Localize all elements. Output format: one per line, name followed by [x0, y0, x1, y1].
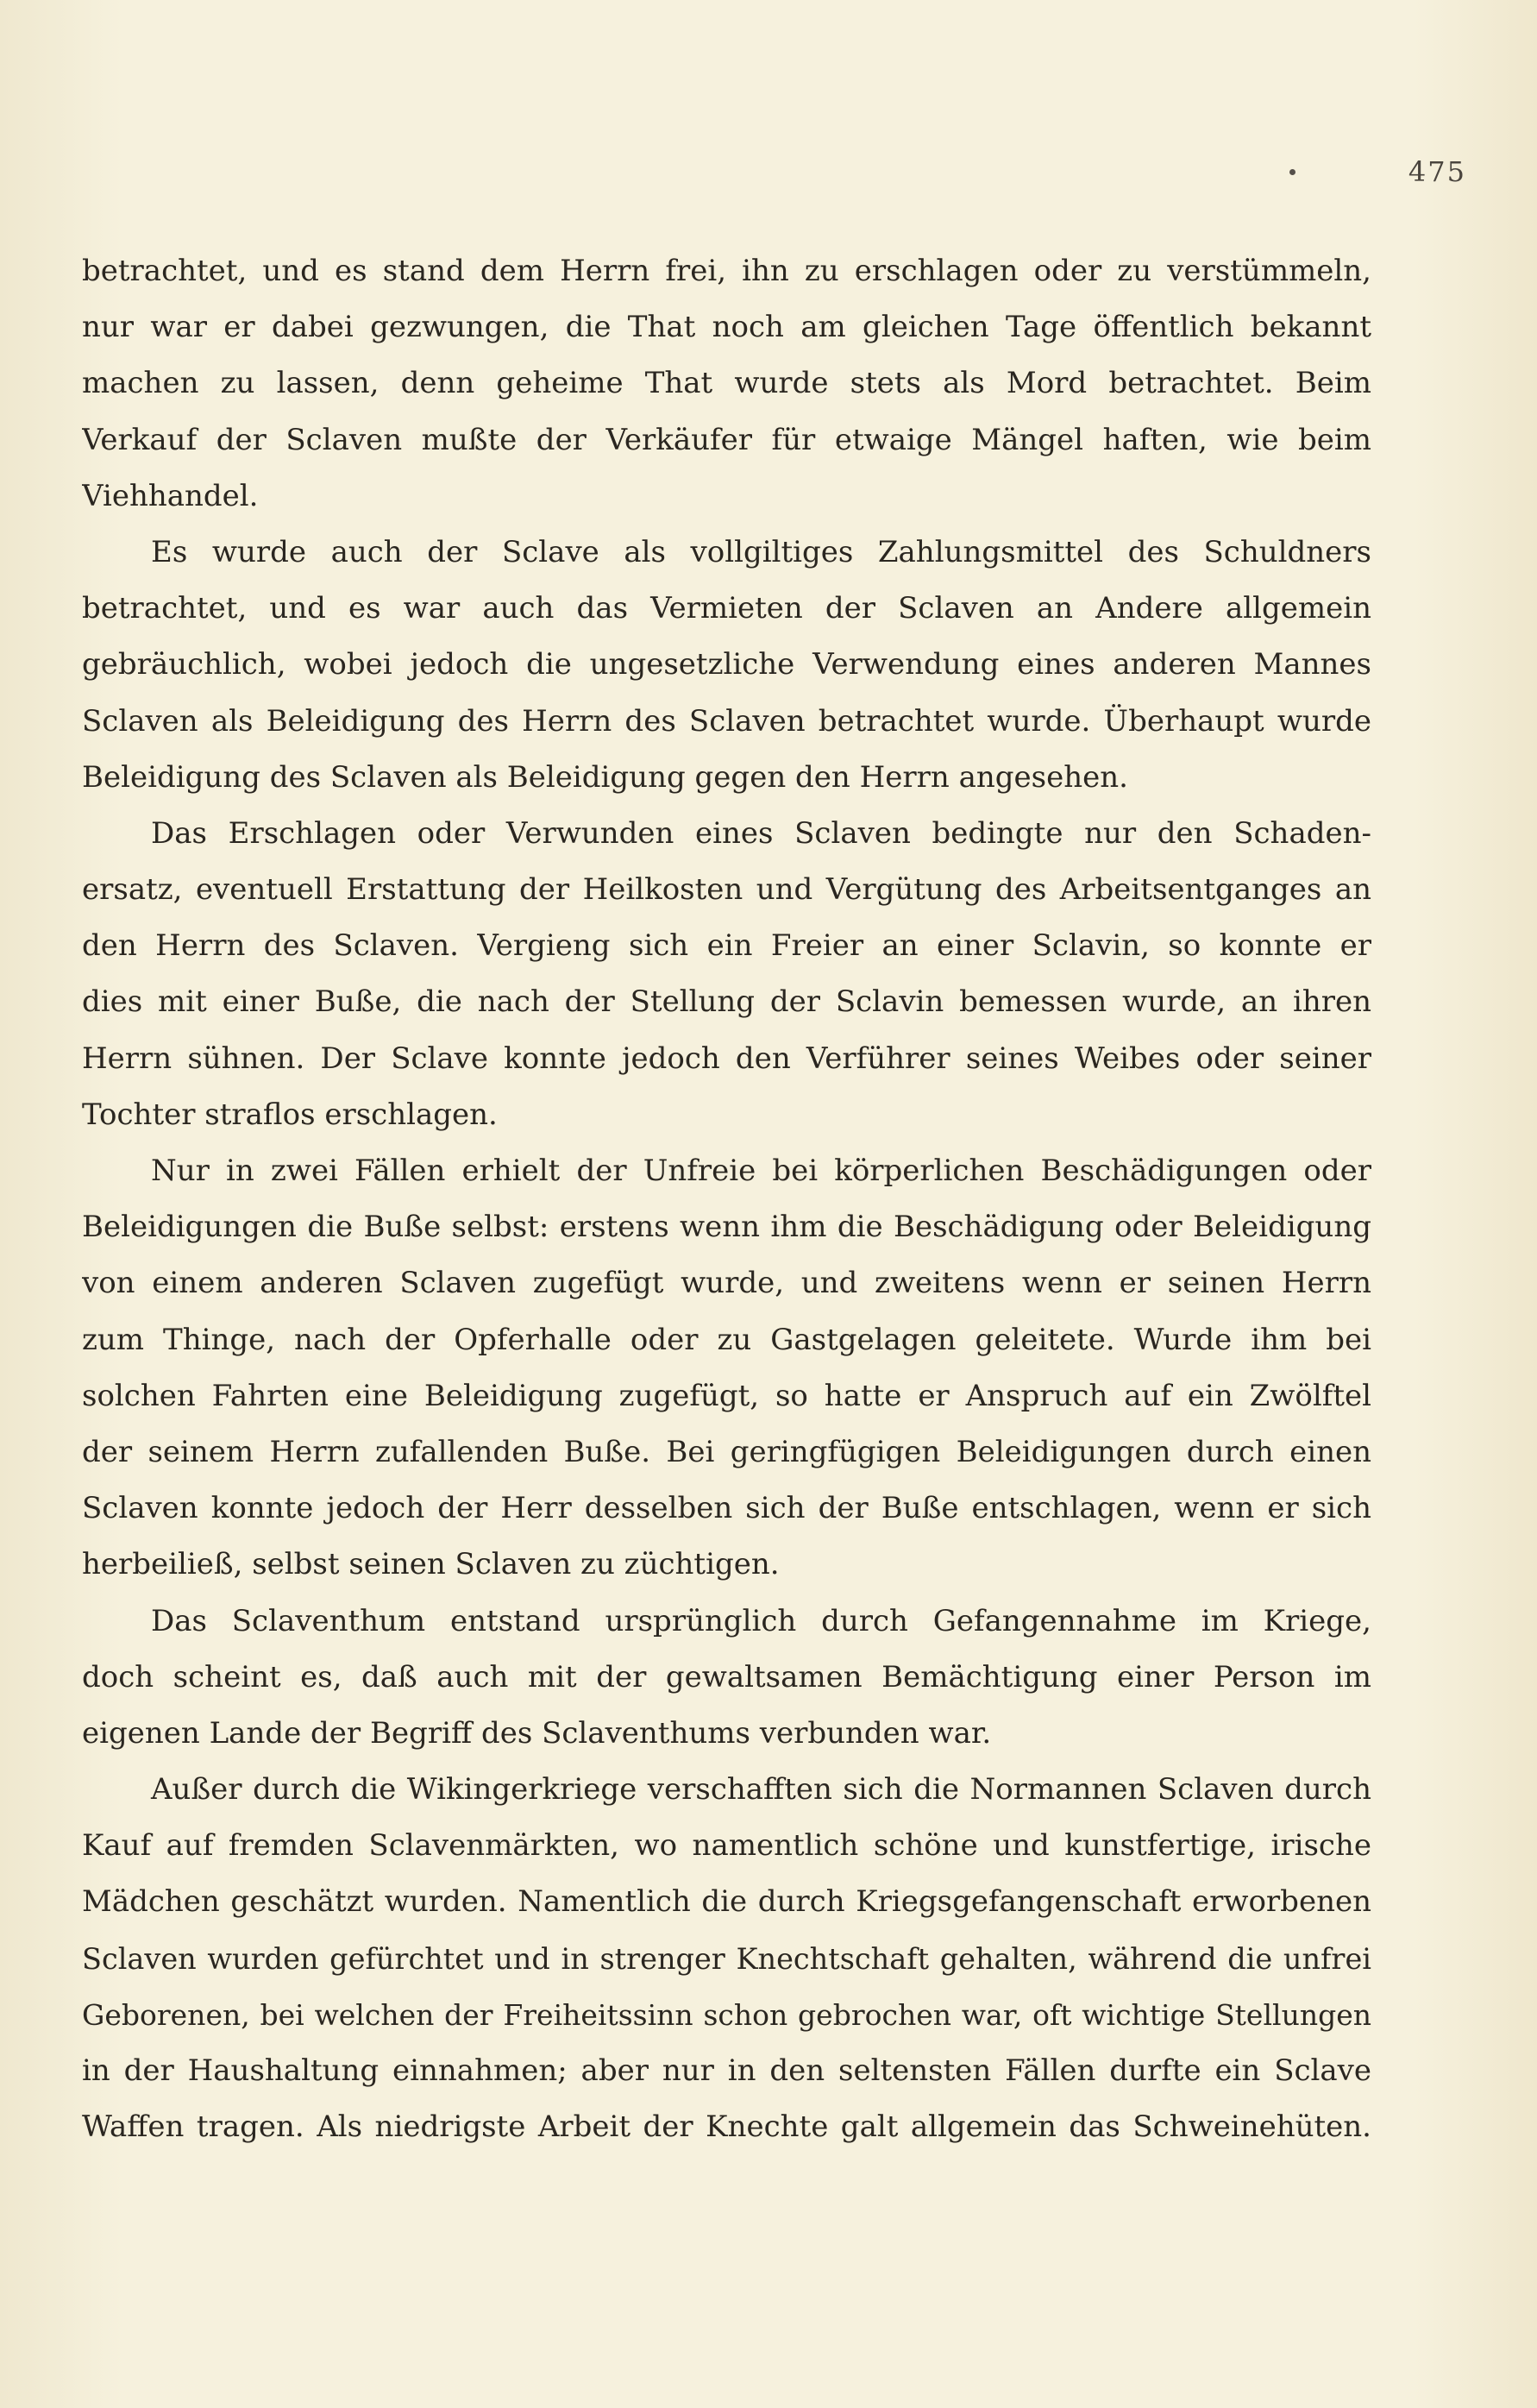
- paragraph-2: [82, 525, 1371, 806]
- text-line: Es wurde auch der Sclave als vollgiltiges Zahlungsmittel des Schuldners: [151, 534, 1371, 569]
- text-line: betrachtet, und es stand dem Herrn frei, ihn zu erschlagen oder zu verstümmeln,: [82, 254, 1371, 288]
- text-line: Beleidigungen die Buße selbst: erstens wenn ihm die Beschädigung oder Beleidigung: [82, 1210, 1371, 1245]
- text-line: betrachtet, und es war auch das Vermieten der Sclaven an Andere allgemein: [82, 591, 1371, 626]
- paragraph-6: [82, 1762, 1371, 2155]
- text-line: Verkauf der Sclaven mußte der Verkäufer für etwaige Mängel haften, wie beim: [82, 422, 1371, 457]
- text-line: Geborenen, bei welchen der Freiheitssinn schon gebrochen war, oft wichtige Stellungen: [82, 1997, 1371, 2032]
- text-line: Sclaven konnte jedoch der Herr desselben sich der Buße entschlagen, wenn er sich: [82, 1491, 1371, 1526]
- body-text: [82, 243, 1371, 2155]
- text-line: solchen Fahrten eine Beleidigung zugefügt, so hatte er Anspruch auf ein Zwölftel: [82, 1378, 1371, 1413]
- text-line: ersatz, eventuell Erstattung der Heilkosten und Vergütung des Arbeitsentganges an: [82, 872, 1371, 908]
- text-line: Das Erschlagen oder Verwunden eines Sclaven bedingte nur den Schaden-: [151, 815, 1371, 851]
- text-line: Viehhandel.: [82, 478, 259, 513]
- text-line: zum Thinge, nach der Opferhalle oder zu Gastgelagen geleitete. Wurde ihm bei: [82, 1322, 1371, 1357]
- paragraph-4: [82, 1143, 1371, 1594]
- text-line: in der Haushaltung einnahmen; aber nur in den seltensten Fällen durfte ein Sclave: [82, 2053, 1371, 2088]
- text-line: nur war er dabei gezwungen, die That noch am gleichen Tage öffentlich bekannt: [82, 310, 1371, 345]
- text-line: Das Sclaventhum entstand ursprünglich durch Gefangennahme im Kriege,: [151, 1603, 1371, 1638]
- text-line: herbeiließ, selbst seinen Sclaven zu züchtigen.: [82, 1547, 780, 1582]
- text-line: Sclaven wurden gefürchtet und in strenger Knechtschaft gehalten, während die unfrei: [82, 1941, 1371, 1976]
- text-line: doch scheint es, daß auch mit der gewaltsamen Bemächtigung einer Person im: [82, 1659, 1371, 1694]
- text-line: den Herrn des Sclaven. Vergieng sich ein Freier an einer Sclavin, so konnte er: [82, 928, 1371, 964]
- text-line: Beleidigung des Sclaven als Beleidigung gegen den Herrn angesehen.: [82, 759, 1128, 795]
- text-line: Kauf auf fremden Sclavenmärkten, wo namentlich schöne und kunstfertige, irische: [82, 1828, 1371, 1864]
- text-line: machen zu lassen, denn geheime That wurde stets als Mord betrachtet. Beim: [82, 366, 1371, 401]
- paragraph-5: [82, 1594, 1371, 1763]
- text-line: Waffen tragen. Als niedrigste Arbeit der Knechte galt allgemein das Schweinehüten.: [82, 2109, 1371, 2145]
- paragraph-3: [82, 806, 1371, 1143]
- text-line: gebräuchlich, wobei jedoch die ungesetzliche Verwendung eines anderen Mannes: [82, 647, 1371, 682]
- text-line: Sclaven als Beleidigung des Herrn des Sclaven betrachtet wurde. Überhaupt wurde: [82, 703, 1371, 739]
- text-line: von einem anderen Sclaven zugefügt wurde, und zweitens wenn er seinen Herrn: [82, 1266, 1371, 1301]
- text-line: Außer durch die Wikingerkriege verschafften sich die Normannen Sclaven durch: [151, 1772, 1371, 1808]
- text-line: Herrn sühnen. Der Sclave konnte jedoch den Verführer seines Weibes oder seiner: [82, 1041, 1371, 1076]
- page-number: 475: [1408, 155, 1466, 188]
- text-line: dies mit einer Buße, die nach der Stellung der Sclavin bemessen wurde, an ihren: [82, 984, 1371, 1020]
- text-line: der seinem Herrn zufallenden Buße. Bei geringfügigen Beleidigungen durch einen: [82, 1434, 1371, 1469]
- text-line: Mädchen geschätzt wurden. Namentlich die durch Kriegsgefangenschaft erworbenen: [82, 1884, 1371, 1920]
- paragraph-1: [82, 243, 1371, 525]
- text-line: Tochter straflos erschlagen.: [82, 1097, 498, 1132]
- text-line: eigenen Lande der Begriff des Sclaventhums verbunden war.: [82, 1715, 992, 1751]
- text-line: Nur in zwei Fällen erhielt der Unfreie bei körperlichen Beschädigungen oder: [151, 1154, 1371, 1188]
